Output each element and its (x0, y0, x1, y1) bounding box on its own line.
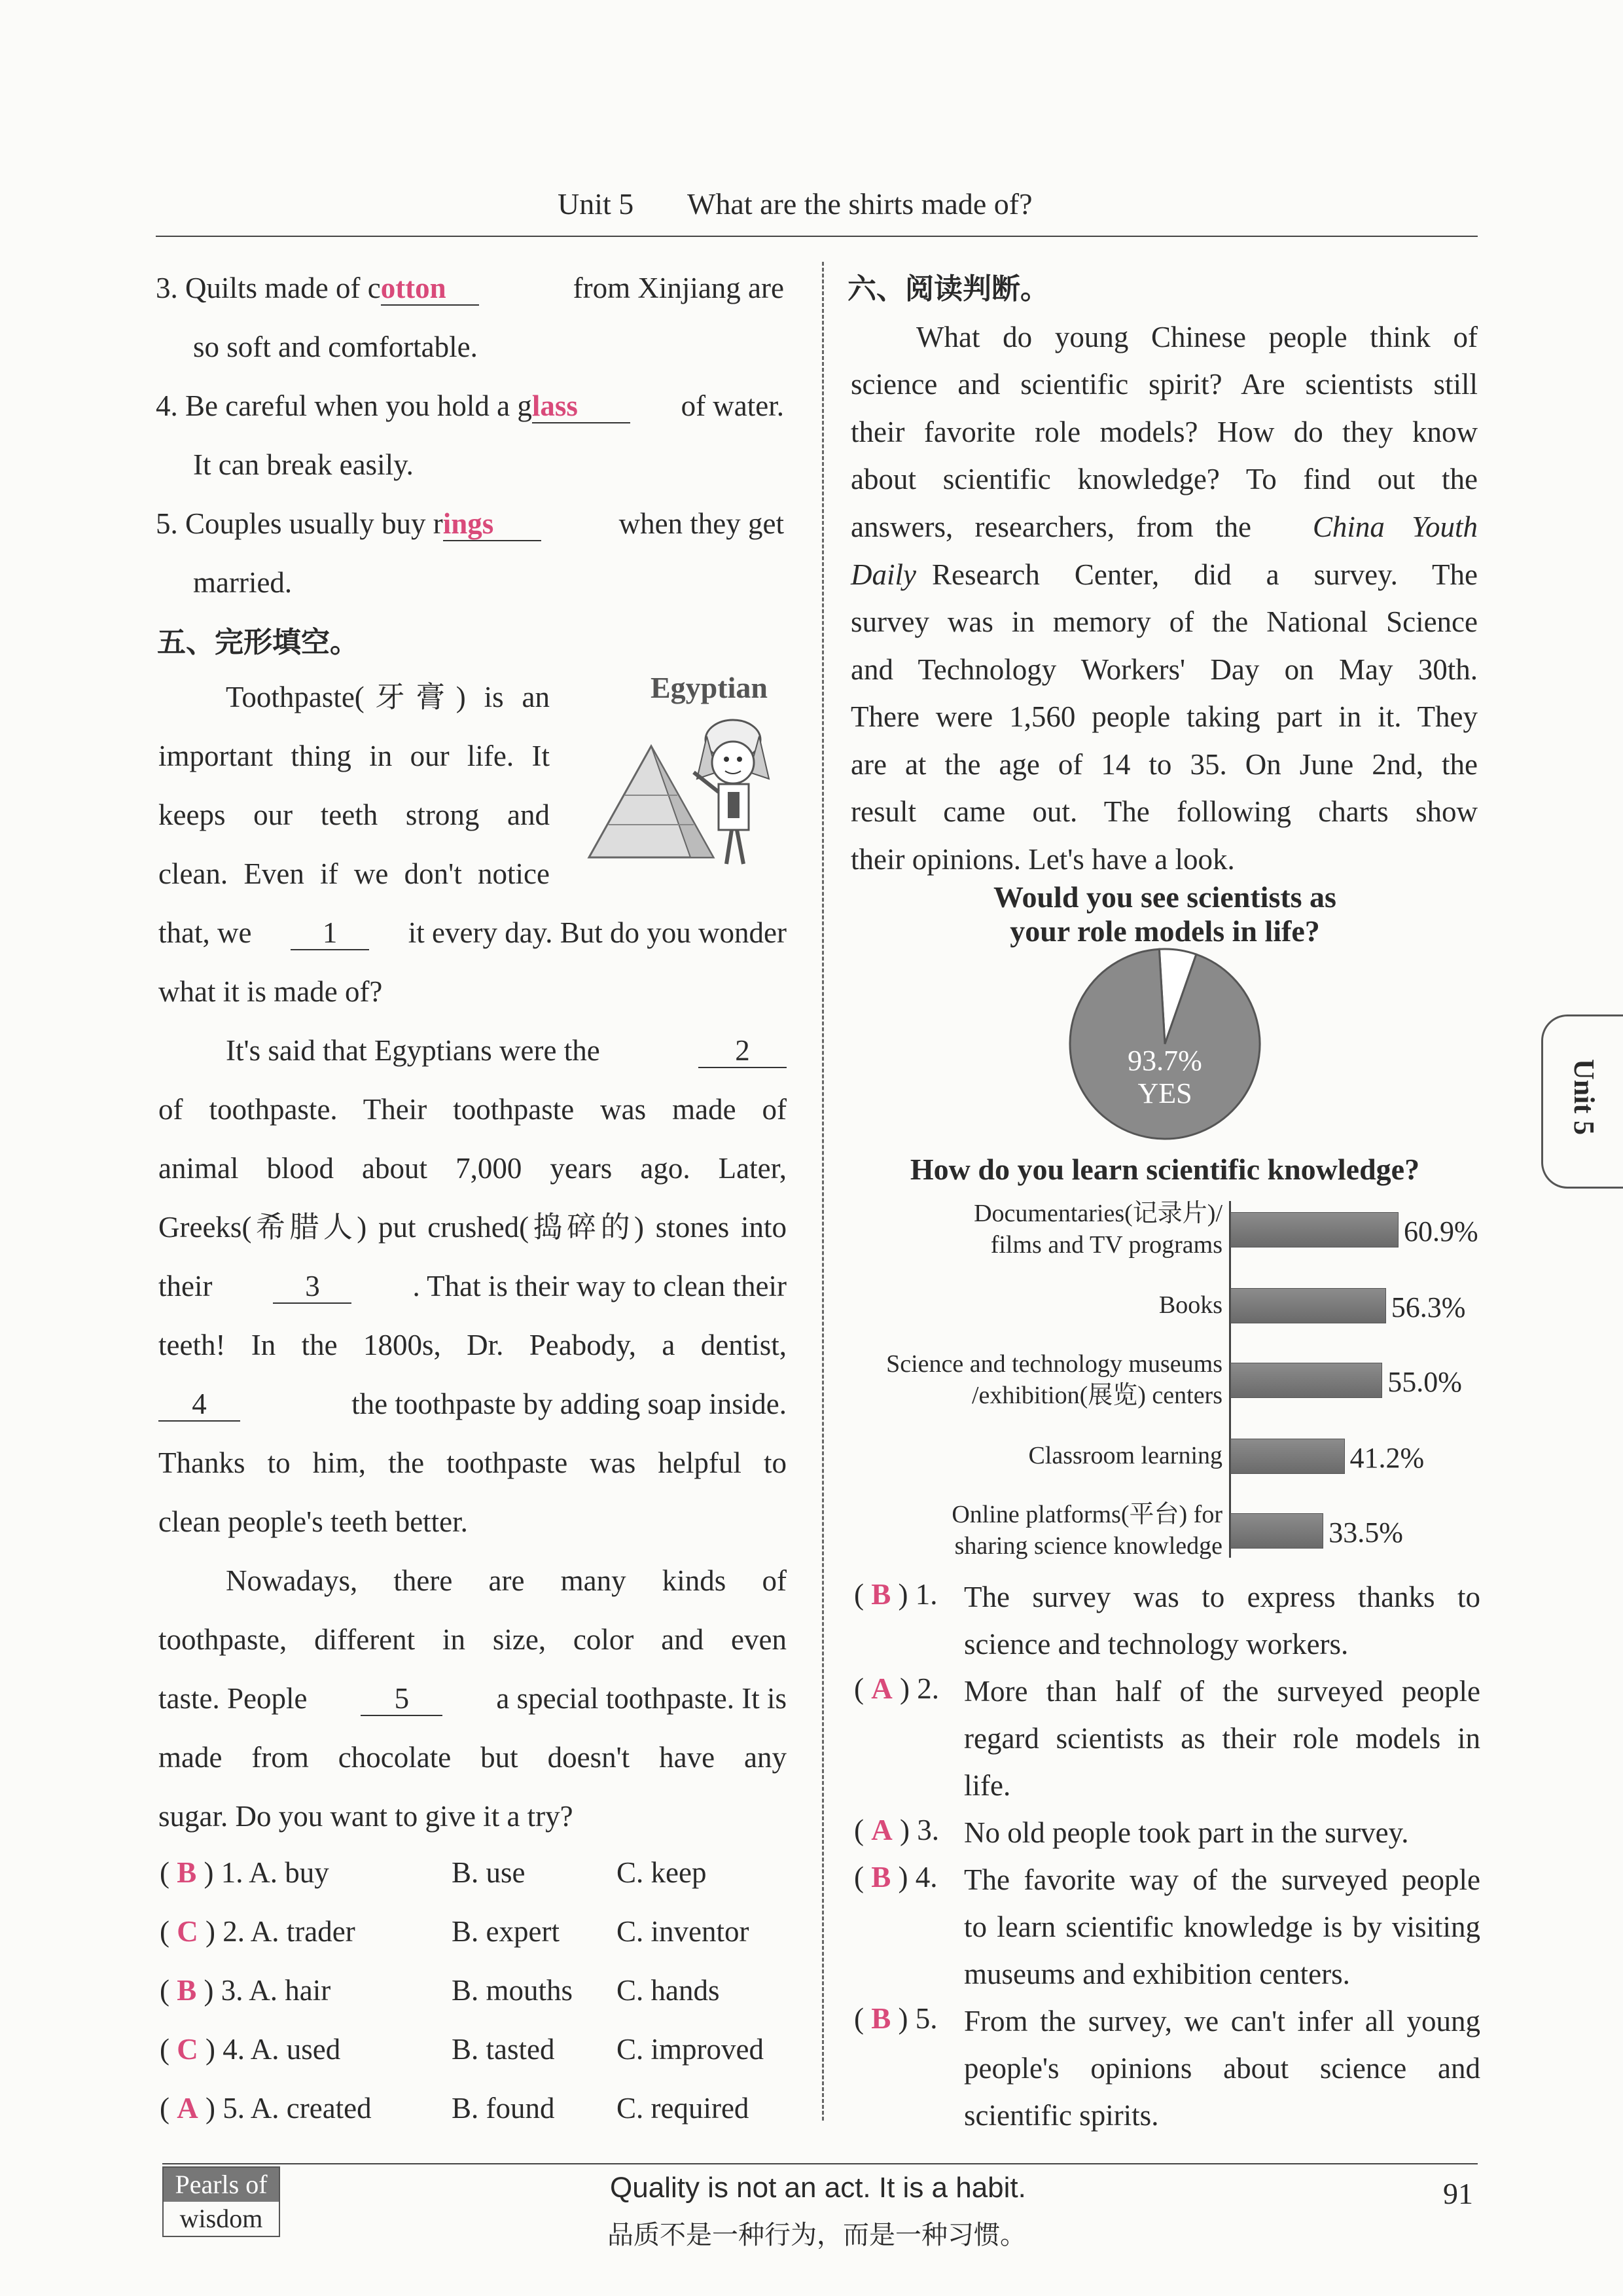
bar-category-line: /exhibition(展览) centers (971, 1382, 1222, 1409)
cloze-blank: 2 (698, 1034, 787, 1068)
vocab-answer-blank (532, 389, 630, 423)
reading-question-line: science and technology workers. (964, 1628, 1349, 1660)
vocab-line-2: married. (193, 566, 293, 599)
cloze-question-lead: ( A ) 5. A. created (160, 2092, 372, 2125)
newspaper-name: China Youth (1312, 511, 1478, 543)
cloze-line: Thanks to him, the toothpaste was helpful to (158, 1446, 787, 1479)
vocab-line-2: It can break easily. (193, 448, 414, 481)
bar-value-label: 41.2% (1349, 1442, 1425, 1474)
pie-chart (1067, 946, 1263, 1142)
cloze-blank: 5 (361, 1682, 442, 1716)
reading-line: There were 1,560 people taking part in it. They (851, 700, 1478, 733)
bar-value-label: 55.0% (1387, 1366, 1462, 1398)
reading-question-line: The survey was to express thanks to (964, 1581, 1480, 1613)
option-c: C. keep (616, 1856, 707, 1889)
cloze-question-lead: ( C ) 4. A. used (160, 2033, 341, 2066)
vocab-number: 5. (156, 507, 178, 540)
vocab-suffix: from Xinjiang are (573, 272, 784, 304)
bar-category-line: sharing science knowledge (954, 1532, 1222, 1560)
option-a: A. used (250, 2033, 341, 2066)
option-b: B. expert (452, 1915, 560, 1948)
reading-question-line: people's opinions about science and (964, 2052, 1480, 2085)
option-c: C. inventor (616, 1915, 749, 1948)
vocab-lead (156, 268, 479, 308)
reading-question-number: 2. (917, 1672, 939, 1705)
option-b: B. mouths (452, 1974, 573, 2007)
vocab-prefix: Quilts made of c (185, 272, 381, 304)
bar-value-label: 56.3% (1391, 1291, 1466, 1323)
vocab-answer-blank (443, 507, 541, 541)
reading-line (851, 507, 1478, 547)
option-b: B. found (452, 2092, 555, 2125)
reading-answer: A (871, 1672, 893, 1705)
cloze-question-number: 4. (223, 2033, 245, 2066)
bar-value-label: 33.5% (1329, 1516, 1403, 1549)
reading-question-number: 3. (917, 1814, 939, 1846)
pie-slice-label: YES (1137, 1077, 1192, 1109)
option-b: B. use (452, 1856, 526, 1889)
cloze-line: Greeks(希腊人) put crushed(捣碎的) stones into (158, 1211, 787, 1244)
option-a: A. trader (250, 1915, 355, 1948)
vocab-line (156, 386, 784, 425)
cloze-question-lead: ( B ) 3. A. hair (160, 1974, 331, 2007)
vocab-number: 4. (156, 389, 178, 422)
reading-question-line: to learn scientific knowledge is by visiting (964, 1910, 1480, 1943)
pie-title-line-1: Would you see scientists as (993, 880, 1336, 914)
cloze-question-lead: ( C ) 2. A. trader (160, 1915, 355, 1948)
reading-question-lead: ( B ) 4. (854, 1861, 938, 1893)
cloze-line: important thing in our life. It (158, 740, 550, 772)
pearls-line-2: wisdom (179, 2204, 263, 2233)
egyptian-label: Egyptian (651, 671, 768, 704)
pyramid-pharaoh-icon (582, 707, 792, 877)
reading-question-lead: ( A ) 3. (854, 1814, 939, 1846)
cloze-text: a special toothpaste. It is (496, 1682, 787, 1715)
bar-mark (1230, 1288, 1386, 1323)
reading-question-line: From the survey, we can't infer all young (964, 2005, 1480, 2037)
cloze-blank: 3 (273, 1270, 351, 1304)
reading-question-line: life. (964, 1769, 1011, 1802)
option-c: C. hands (616, 1974, 720, 2007)
cloze-line: toothpaste, different in size, color and even (158, 1623, 787, 1656)
reading-question-line: No old people took part in the survey. (964, 1816, 1409, 1849)
vocab-line (156, 268, 784, 308)
reading-question-line: museums and exhibition centers. (964, 1958, 1350, 1990)
vocab-suffix: of water. (681, 389, 784, 422)
pearls-line-1: Pearls of (164, 2168, 279, 2202)
cloze-answer: A (177, 2092, 198, 2125)
quote-en: Quality is not an act. It is a habit. (610, 2172, 1026, 2204)
option-c: C. improved (616, 2033, 764, 2066)
bar-category-line: Documentaries(记录片)/ (974, 1200, 1222, 1227)
pearls-box (162, 2166, 280, 2237)
reading-line: are at the age of 14 to 35. On June 2nd, the (851, 748, 1478, 781)
bar-category-label (974, 1198, 1222, 1261)
cloze-blank: 1 (291, 916, 369, 950)
reading-question-line: More than half of the surveyed people (964, 1675, 1480, 1708)
bar-category-line: Online platforms(平台) for (952, 1501, 1222, 1528)
vocab-prefix: Be careful when you hold a g (185, 389, 532, 422)
cloze-line (158, 1384, 787, 1424)
cloze-answer: B (177, 1974, 197, 2007)
cloze-line (226, 1031, 787, 1070)
vocab-number: 3. (156, 272, 178, 304)
cloze-line: animal blood about 7,000 years ago. Later, (158, 1152, 787, 1185)
cloze-text: It's said that Egyptians were the (226, 1034, 600, 1067)
reading-line: science and scientific spirit? Are scientists still (851, 368, 1478, 401)
reading-line: about scientific knowledge? To find out the (851, 463, 1478, 495)
reading-answer: B (871, 1578, 891, 1611)
reading-answer: B (871, 2002, 891, 2035)
reading-line: their favorite role models? How do they know (851, 416, 1478, 448)
reading-line: their opinions. Let's have a look. (851, 843, 1235, 876)
reading-answer: B (871, 1861, 891, 1893)
cloze-line (158, 913, 787, 952)
reading-question-number: 1. (915, 1578, 938, 1611)
reading-line: What do young Chinese people think of (916, 321, 1478, 353)
bar-category-label (1159, 1289, 1222, 1321)
cloze-line: keeps our teeth strong and (158, 798, 550, 831)
cloze-text: it every day. But do you wonder (408, 916, 787, 949)
vocab-line-2: so soft and comfortable. (193, 331, 478, 363)
cloze-line (158, 1266, 787, 1306)
vocab-answer: otton (380, 272, 446, 304)
cloze-line: Toothpaste(牙膏) is an (226, 681, 550, 713)
cloze-question-lead: ( B ) 1. A. buy (160, 1856, 329, 1889)
vocab-lead (156, 504, 541, 543)
reading-heading: 六、阅读判断。 (847, 272, 1049, 306)
cloze-answer: B (177, 1856, 197, 1889)
reading-text: answers, researchers, from the (851, 511, 1251, 543)
quote-zh: 品质不是一种行为，而是一种习惯。 (607, 2220, 1026, 2250)
vocab-prefix: Couples usually buy r (185, 507, 443, 540)
cloze-question-number: 3. (221, 1974, 243, 2007)
cloze-question-number: 2. (223, 1915, 245, 1948)
bar-mark (1230, 1513, 1323, 1549)
reading-line (851, 555, 1478, 594)
bar-category-label (886, 1348, 1222, 1411)
bar-mark (1230, 1439, 1345, 1474)
reading-question-number: 4. (915, 1861, 938, 1893)
bar-category-line: Classroom learning (1028, 1442, 1222, 1469)
egyptian-illustration (582, 668, 792, 864)
page-number: 91 (1443, 2177, 1473, 2210)
cloze-answer: C (177, 1915, 198, 1948)
cloze-heading: 五、完形填空。 (157, 626, 359, 659)
vocab-suffix: when they get (618, 507, 784, 540)
bar-category-line: Books (1158, 1291, 1222, 1319)
side-tab-label: Unit 5 (1568, 1059, 1600, 1136)
reading-question-line: scientific spirits. (964, 2099, 1159, 2132)
reading-line: survey was in memory of the National Science (851, 605, 1478, 638)
option-a: A. buy (249, 1856, 329, 1889)
header-unit: Unit 5 (558, 187, 634, 221)
reading-line: and Technology Workers' Day on May 30th. (851, 653, 1478, 686)
cloze-line: of toothpaste. Their toothpaste was made of (158, 1093, 787, 1126)
option-c: C. required (616, 2092, 749, 2125)
reading-question-lead: ( B ) 5. (854, 2002, 938, 2035)
bar-category-label (1028, 1440, 1222, 1471)
bar-mark (1230, 1363, 1382, 1398)
vocab-answer: lass (531, 389, 578, 422)
vocab-answer-blank (381, 272, 479, 306)
cloze-line (158, 1679, 787, 1718)
reading-question-lead: ( B ) 1. (854, 1578, 938, 1611)
reading-question-line: The favorite way of the surveyed people (964, 1863, 1480, 1896)
cloze-line: clean people's teeth better. (158, 1505, 468, 1538)
cloze-question-number: 1. (221, 1856, 243, 1889)
cloze-text: their (158, 1270, 213, 1302)
header-rule (156, 236, 1478, 237)
pie-title-line-2: your role models in life? (1010, 914, 1320, 948)
header-title: What are the shirts made of? (687, 187, 1033, 221)
reading-line: result came out. The following charts show (851, 795, 1478, 828)
cloze-line: teeth! In the 1800s, Dr. Peabody, a dentist, (158, 1329, 787, 1361)
reading-question-number: 5. (915, 2002, 938, 2035)
newspaper-name: Daily (851, 558, 916, 591)
cloze-text: . That is their way to clean their (412, 1270, 787, 1302)
bar-category-label (952, 1499, 1222, 1562)
footer-rule (162, 2163, 1478, 2164)
cloze-line: what it is made of? (158, 975, 383, 1008)
bar-chart-title: How do you learn scientific knowledge? (910, 1153, 1420, 1186)
reading-text: Research Center, did a survey. The (931, 558, 1478, 591)
pie-chart-title (851, 880, 1479, 948)
cloze-line: Nowadays, there are many kinds of (226, 1564, 787, 1597)
reading-question-line: regard scientists as their role models in (964, 1722, 1480, 1755)
reading-question-lead: ( A ) 2. (854, 1672, 939, 1705)
bar-category-line: Science and technology museums (886, 1350, 1222, 1378)
cloze-question-number: 5. (223, 2092, 245, 2125)
cloze-text: that, we (158, 916, 252, 949)
bar-mark (1230, 1212, 1399, 1247)
cloze-blank: 4 (158, 1388, 240, 1422)
reading-answer: A (871, 1814, 893, 1846)
cloze-answer: C (177, 2033, 198, 2066)
vocab-lead (156, 386, 630, 425)
pie-value-label: 93.7% (1128, 1045, 1202, 1077)
cloze-text: the toothpaste by adding soap inside. (351, 1388, 787, 1420)
cloze-text: taste. People (158, 1682, 308, 1715)
cloze-line: made from chocolate but doesn't have any (158, 1741, 787, 1774)
bar-value-label: 60.9% (1404, 1215, 1478, 1247)
column-divider (822, 262, 824, 2121)
option-a: A. hair (249, 1974, 331, 2007)
option-b: B. tasted (452, 2033, 555, 2066)
option-a: A. created (250, 2092, 372, 2125)
vocab-line (156, 504, 784, 543)
bar-category-line: films and TV programs (990, 1231, 1222, 1259)
cloze-line: sugar. Do you want to give it a try? (158, 1800, 573, 1833)
vocab-answer: ings (442, 507, 494, 540)
cloze-line: clean. Even if we don't notice (158, 857, 550, 890)
